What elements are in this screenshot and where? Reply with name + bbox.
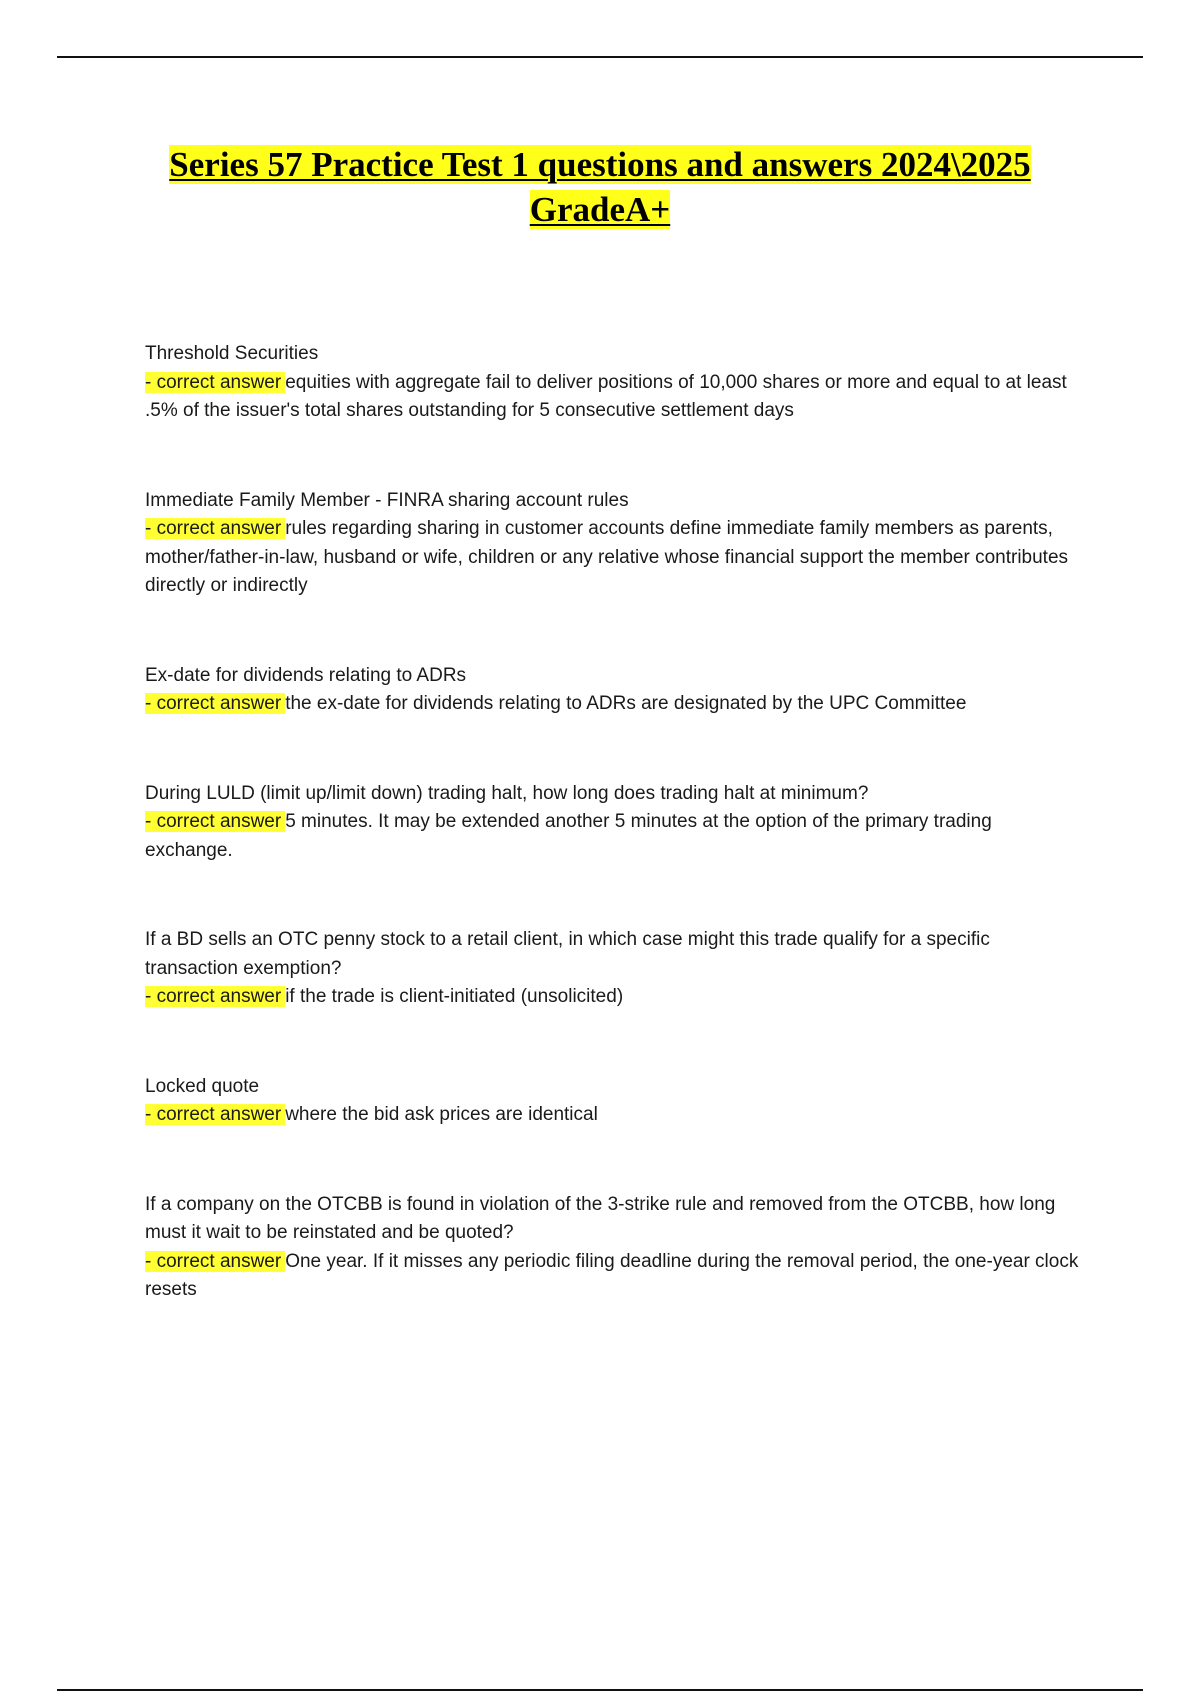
- qa-item: [145, 662, 1080, 719]
- answer-text: 5 minutes. It may be extended another 5 minutes at the option of the primary trading exchange.: [145, 811, 992, 861]
- title-line-1: Series 57 Practice Test 1 questions and answers 2024\2025: [169, 145, 1031, 184]
- answer-text: equities with aggregate fail to deliver positions of 10,000 shares or more and equal to at least .5% of the issuer's total shares outstanding for 5 consecutive settlement days: [145, 371, 1067, 421]
- document-title: [100, 142, 1100, 232]
- question-text: Locked quote: [145, 1075, 260, 1097]
- question-text: Threshold Securities: [145, 343, 319, 364]
- question-text: If a company on the OTCBB is found in violation of the 3-strike rule and removed from the OTCBB, how long must it wait to be reinstated and be quoted?: [145, 1193, 1056, 1243]
- top-rule: [57, 56, 1143, 58]
- question-text: Ex-date for dividends relating to ADRs: [145, 664, 467, 686]
- answer-highlight: - correct answer: [145, 986, 285, 1007]
- qa-item: [145, 1191, 1080, 1305]
- qa-list: [145, 340, 1080, 1366]
- answer-highlight: - correct answer: [145, 518, 285, 539]
- answer-text: One year. If it misses any periodic filing deadline during the removal period, the one-year clock resets: [145, 1250, 1079, 1300]
- question-text: During LULD (limit up/limit down) trading halt, how long does trading halt at minimum?: [145, 782, 869, 804]
- question-text: Immediate Family Member - FINRA sharing account rules: [145, 489, 629, 511]
- qa-item: [145, 926, 1080, 1012]
- qa-item: [145, 1073, 1080, 1130]
- answer-highlight: - correct answer: [145, 811, 285, 832]
- question-text: If a BD sells an OTC penny stock to a retail client, in which case might this trade qualify for a specific transaction exemption?: [145, 929, 990, 979]
- answer-highlight: - correct answer: [145, 1104, 285, 1125]
- answer-highlight: - correct answer: [145, 1251, 285, 1272]
- qa-item: [145, 340, 1080, 426]
- answer-text: rules regarding sharing in customer accounts define immediate family members as parents, mother/father-in-law, husband or wife, children or any relative whose financial support the member contributes directly or indirectly: [145, 518, 1069, 596]
- qa-item: [145, 780, 1080, 866]
- answer-highlight: - correct answer: [145, 372, 285, 393]
- answer-highlight: - correct answer: [145, 693, 285, 714]
- answer-text: if the trade is client-initiated (unsolicited): [285, 986, 624, 1007]
- bottom-rule: [57, 1689, 1143, 1691]
- qa-item: [145, 487, 1080, 601]
- answer-text: where the bid ask prices are identical: [285, 1104, 598, 1125]
- answer-text: the ex-date for dividends relating to ADRs are designated by the UPC Committee: [285, 693, 967, 714]
- title-line-2: GradeA+: [529, 190, 671, 229]
